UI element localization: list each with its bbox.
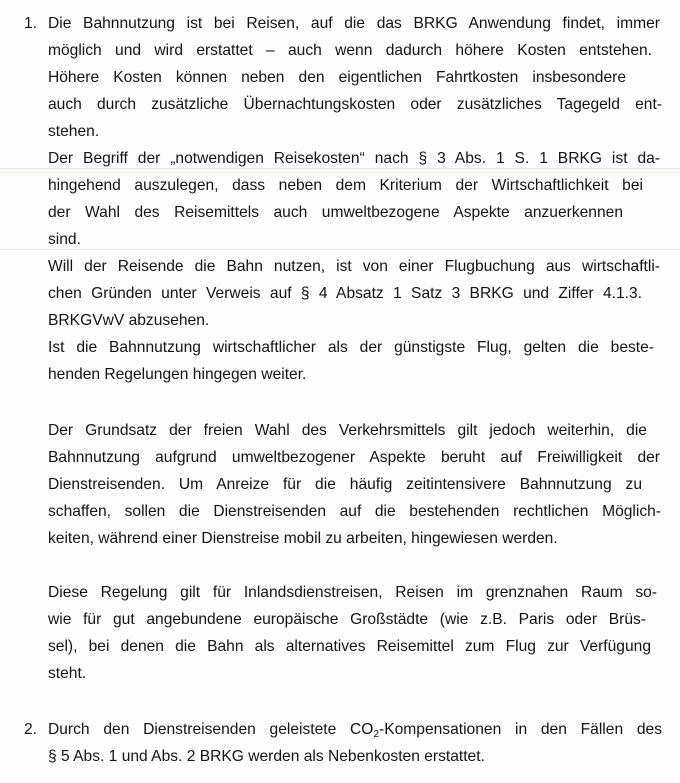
- subscript-2: 2: [373, 729, 380, 740]
- text-line: sind.: [48, 231, 81, 248]
- text-fragment: -Kompensationen in den Fällen des: [379, 721, 663, 738]
- text-line: Die Bahnnutzung ist bei Reisen, auf die das BRKG Anwendung findet, immer: [48, 15, 660, 32]
- text-line: Der Begriff der „notwendigen Reisekosten“ nach § 3 Abs. 1 S. 1 BRKG ist da-: [48, 150, 660, 167]
- list-number-1: 1.: [24, 15, 38, 32]
- text-line: Diese Regelung gilt für Inlandsdienstreisen, Reisen im grenznahen Raum so-: [48, 584, 657, 601]
- text-line: BRKGVwV abzusehen.: [48, 312, 210, 329]
- text-line: § 5 Abs. 1 und Abs. 2 BRKG werden als Nebenkosten erstattet.: [48, 748, 485, 765]
- text-line: der Wahl des Reisemittels auch umweltbezogene Aspekte anzuerkennen: [48, 204, 623, 221]
- text-line: Höhere Kosten können neben den eigentlichen Fahrtkosten insbesondere: [48, 69, 626, 86]
- scan-artifact-line: [0, 249, 680, 250]
- text-line: chen Gründen unter Verweis auf § 4 Absatz 1 Satz 3 BRKG und Ziffer 4.1.3.: [48, 285, 642, 302]
- text-line: stehen.: [48, 123, 100, 140]
- text-line: hingehend auszulegen, dass neben dem Kriterium der Wirtschaftlichkeit bei: [48, 177, 643, 194]
- text-line: wie für gut angebundene europäische Großstädte (wie z.B. Paris oder Brüs-: [48, 611, 646, 628]
- text-line: Bahnnutzung aufgrund umweltbezogener Aspekte beruht auf Freiwilligkeit der: [48, 449, 660, 466]
- text-line: steht.: [48, 665, 87, 682]
- text-line: auch durch zusätzliche Übernachtungskosten oder zusätzliches Tagegeld ent-: [48, 96, 662, 113]
- text-line: Will der Reisende die Bahn nutzen, ist von einer Flugbuchung aus wirtschaftli-: [48, 258, 660, 275]
- text-fragment: Durch den Dienstreisenden geleistete CO: [48, 721, 374, 738]
- text-line: Dienstreisenden. Um Anreize für die häufig zeitintensivere Bahnnutzung zu: [48, 476, 642, 493]
- text-line: sel), bei denen die Bahn als alternatives Reisemittel zum Flug zur Verfügung: [48, 638, 651, 655]
- text-line: henden Regelungen hingegen weiter.: [48, 366, 307, 383]
- text-line: keiten, während einer Dienstreise mobil zu arbeiten, hingewiesen werden.: [48, 530, 558, 547]
- text-line: Der Grundsatz der freien Wahl des Verkehrsmittels gilt jedoch weiterhin, die: [48, 422, 647, 439]
- text-line: möglich und wird erstattet – auch wenn dadurch höhere Kosten entstehen.: [48, 42, 652, 59]
- text-line: schaffen, sollen die Dienstreisenden auf die bestehenden rechtlichen Möglich-: [48, 503, 661, 520]
- list-number-2: 2.: [24, 721, 38, 738]
- text-line: Ist die Bahnnutzung wirtschaftlicher als der günstigste Flug, gelten die beste-: [48, 339, 654, 356]
- text-line: [48, 716, 662, 743]
